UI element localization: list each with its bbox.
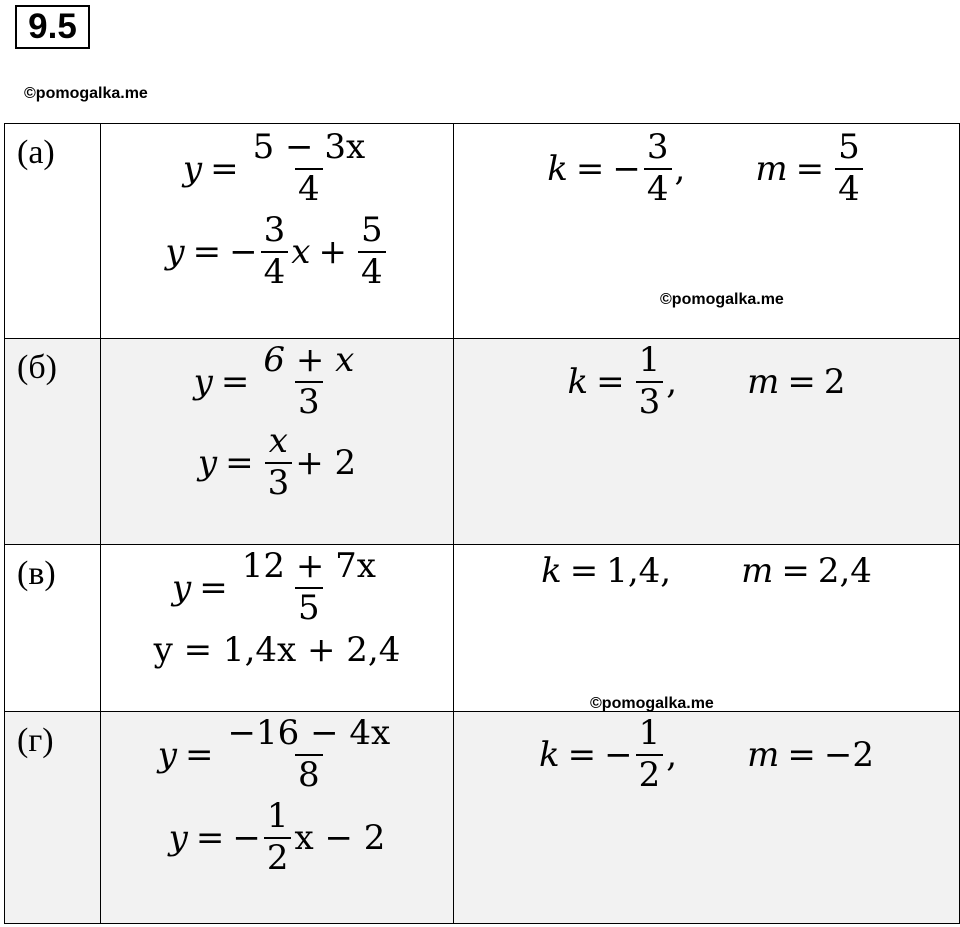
sign: − [232,818,261,859]
row-label: (б) [17,349,57,386]
table-row-a [5,124,960,339]
lhs: y [182,148,203,189]
m-value: 2 [823,361,846,402]
solution-table [4,123,960,924]
numerator: 12 + 7x [241,546,376,586]
fraction [239,546,379,628]
numerator: 3 [263,210,286,251]
lhs: y [197,443,218,484]
lhs: y [168,818,188,859]
denominator: 3 [265,462,293,502]
denominator: 4 [835,168,863,208]
row-label: (г) [17,722,54,759]
k-fraction [636,340,664,422]
label-cell [5,712,101,924]
problem-number: 9.5 [15,5,90,49]
equation-line-2: y = − $\frac{3}{4}$ x + $\frac{5}{4}$ [101,213,453,290]
operator: + [318,232,347,273]
coefficients-cell [454,545,960,712]
equation-line-1: y = $\frac{6 + x}{3}$ [101,343,453,420]
numerator: x [268,421,288,462]
rest: + 2 [295,443,357,484]
equation-line-1: y = $\frac{5 - 3x}{4}$ [101,130,453,207]
equations-cell [101,545,454,712]
equation-line-1: y = $\frac{12 + 7x}{5}$ [101,549,453,626]
table-row-g [5,712,960,924]
sign: − [604,734,633,775]
m-value: −2 [823,734,874,775]
coefficients-line: k = − $\frac{1}{2}$ , m = −2 [539,713,874,795]
fraction [225,713,394,795]
k-fraction [644,127,672,209]
equations-cell [101,124,454,339]
equations-cell [101,712,454,924]
coefficients-line: k = − $\frac{3}{4}$ , m = $\frac{5}{4}$ [454,130,959,207]
equation-line-2 [101,630,453,670]
label-cell [5,545,101,712]
lhs: y [172,567,192,608]
denominator: 4 [358,251,386,291]
rest: x − 2 [294,818,386,859]
denominator: 3 [295,381,323,421]
numerator: −16 − 4x [227,713,391,753]
equations-cell [101,339,454,545]
numerator: 1 [638,340,661,380]
coefficients-line: k = $\frac{1}{3}$ , m = 2 [567,340,846,422]
denominator: 8 [295,754,323,794]
denominator: 2 [636,754,664,794]
watermark-top: ©pomogalka.me [24,85,148,102]
equation-line-2: y = − $\frac{1}{2}$ x − 2 [168,796,386,879]
equation-line-2: y = $\frac{x}{3}$ + 2 [197,421,357,504]
numerator: 1 [638,713,661,753]
denominator: 4 [295,168,323,208]
fraction [260,340,357,422]
k-value: 1,4 [606,551,661,591]
numerator: 3 [646,127,669,167]
label-cell [5,124,101,339]
denominator: 5 [295,587,323,627]
table-row-v [5,545,960,712]
coefficients-cell [454,339,960,545]
fraction [358,210,386,293]
m-fraction [835,127,863,209]
m-value: 2,4 [817,551,872,591]
row-label: (в) [17,555,56,592]
numerator: 1 [266,796,289,837]
k-fraction [636,713,664,795]
denominator: 3 [636,381,664,421]
numerator: 6 + x [263,340,355,380]
row-label: (а) [17,134,55,171]
variable: x [291,232,311,273]
numerator: 5 [360,210,383,251]
lhs: y [193,361,213,402]
watermark-row-a: ©pomogalka.me [660,291,784,308]
coefficients-cell [454,712,960,924]
equation-line-1: y = $\frac{-16 - 4x}{8}$ [101,716,453,793]
table-row-b [5,339,960,545]
fraction [261,210,289,293]
watermark-row-v: ©pomogalka.me [590,695,714,712]
denominator: 2 [264,837,292,877]
lhs: y [165,232,185,273]
fraction [264,796,292,879]
label-cell [5,339,101,545]
fraction [250,127,369,209]
numerator: 5 − 3x [252,127,366,167]
coefficients-line: k = 1,4 , m = 2,4 [541,551,872,591]
sign: − [229,232,258,273]
equation-text: y = 1,4x + 2,4 [153,630,401,671]
denominator: 4 [261,251,289,291]
coefficients-cell [454,124,960,339]
denominator: 4 [644,168,672,208]
numerator: 5 [838,127,860,167]
sign: − [612,148,641,189]
fraction [265,421,293,504]
lhs: y [157,734,178,775]
